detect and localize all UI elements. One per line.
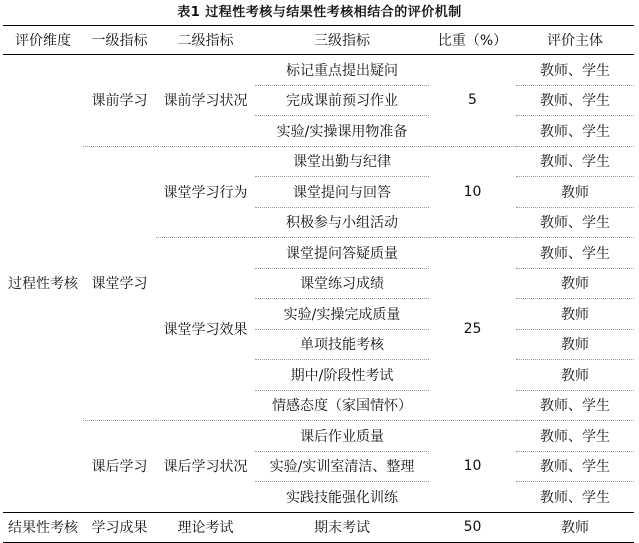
- weight-cell: 50: [429, 512, 516, 543]
- level3-cell: 单项技能考核: [255, 329, 429, 360]
- level3-cell: 实验/实训室清洁、整理: [255, 451, 429, 482]
- header-dimension: 评价维度: [3, 26, 83, 55]
- level2-cell: 课堂学习效果: [156, 238, 255, 421]
- table-row: [3, 55, 634, 86]
- evaluator-cell: 教师、学生: [516, 85, 634, 116]
- level3-cell: 完成课前预习作业: [255, 85, 429, 116]
- evaluator-cell: 教师、学生: [516, 390, 634, 421]
- level1-cell: 课堂学习: [83, 146, 156, 421]
- level3-cell: 情感态度（家国情怀）: [255, 390, 429, 421]
- level2-cell: 课前学习状况: [156, 55, 255, 147]
- evaluator-cell: 教师: [516, 177, 634, 208]
- evaluator-cell: 教师: [516, 299, 634, 330]
- evaluator-cell: 教师、学生: [516, 482, 634, 513]
- evaluator-cell: 教师、学生: [516, 55, 634, 86]
- table-row: [3, 512, 634, 543]
- level2-cell: 课堂学习行为: [156, 146, 255, 238]
- evaluator-cell: 教师、学生: [516, 451, 634, 482]
- level1-cell: 课前学习: [83, 55, 156, 147]
- level3-cell: 课后作业质量: [255, 421, 429, 452]
- level1-cell: 课后学习: [83, 421, 156, 513]
- evaluator-cell: 教师: [516, 329, 634, 360]
- level3-cell: 实验/实操完成质量: [255, 299, 429, 330]
- level3-cell: 标记重点提出疑问: [255, 55, 429, 86]
- evaluator-cell: 教师、学生: [516, 207, 634, 238]
- weight-cell: 25: [429, 238, 516, 421]
- level3-cell: 期中/阶段性考试: [255, 360, 429, 391]
- table-row: [3, 146, 634, 177]
- evaluator-cell: 教师: [516, 268, 634, 299]
- dimension-cell: 结果性考核: [3, 512, 83, 543]
- evaluator-cell: 教师、学生: [516, 146, 634, 177]
- level3-cell: 课堂提问与回答: [255, 177, 429, 208]
- level3-cell: 积极参与小组活动: [255, 207, 429, 238]
- evaluator-cell: 教师、学生: [516, 116, 634, 147]
- header-evaluator: 评价主体: [516, 26, 634, 55]
- header-level3: 三级指标: [255, 26, 429, 55]
- evaluation-table: [3, 25, 634, 543]
- table-caption: 表1 过程性考核与结果性考核相结合的评价机制: [177, 5, 462, 20]
- table-row: [3, 421, 634, 452]
- level1-cell: 学习成果: [83, 512, 156, 543]
- level3-cell: 期末考试: [255, 512, 429, 543]
- evaluator-cell: 教师、学生: [516, 238, 634, 269]
- weight-cell: 10: [429, 146, 516, 238]
- header-level2: 二级指标: [156, 26, 255, 55]
- level3-cell: 课堂提问答疑质量: [255, 238, 429, 269]
- header-weight: 比重（%）: [429, 26, 516, 55]
- weight-cell: 5: [429, 55, 516, 147]
- level3-cell: 课堂出勤与纪律: [255, 146, 429, 177]
- level3-cell: 实验/实操课用物准备: [255, 116, 429, 147]
- level2-cell: 课后学习状况: [156, 421, 255, 513]
- level3-cell: 实践技能强化训练: [255, 482, 429, 513]
- header-row: [3, 26, 634, 55]
- level2-cell: 理论考试: [156, 512, 255, 543]
- dimension-cell: 过程性考核: [3, 55, 83, 513]
- evaluator-cell: 教师: [516, 512, 634, 543]
- evaluator-cell: 教师、学生: [516, 421, 634, 452]
- header-level1: 一级指标: [83, 26, 156, 55]
- evaluator-cell: 教师: [516, 360, 634, 391]
- weight-cell: 10: [429, 421, 516, 513]
- level3-cell: 课堂练习成绩: [255, 268, 429, 299]
